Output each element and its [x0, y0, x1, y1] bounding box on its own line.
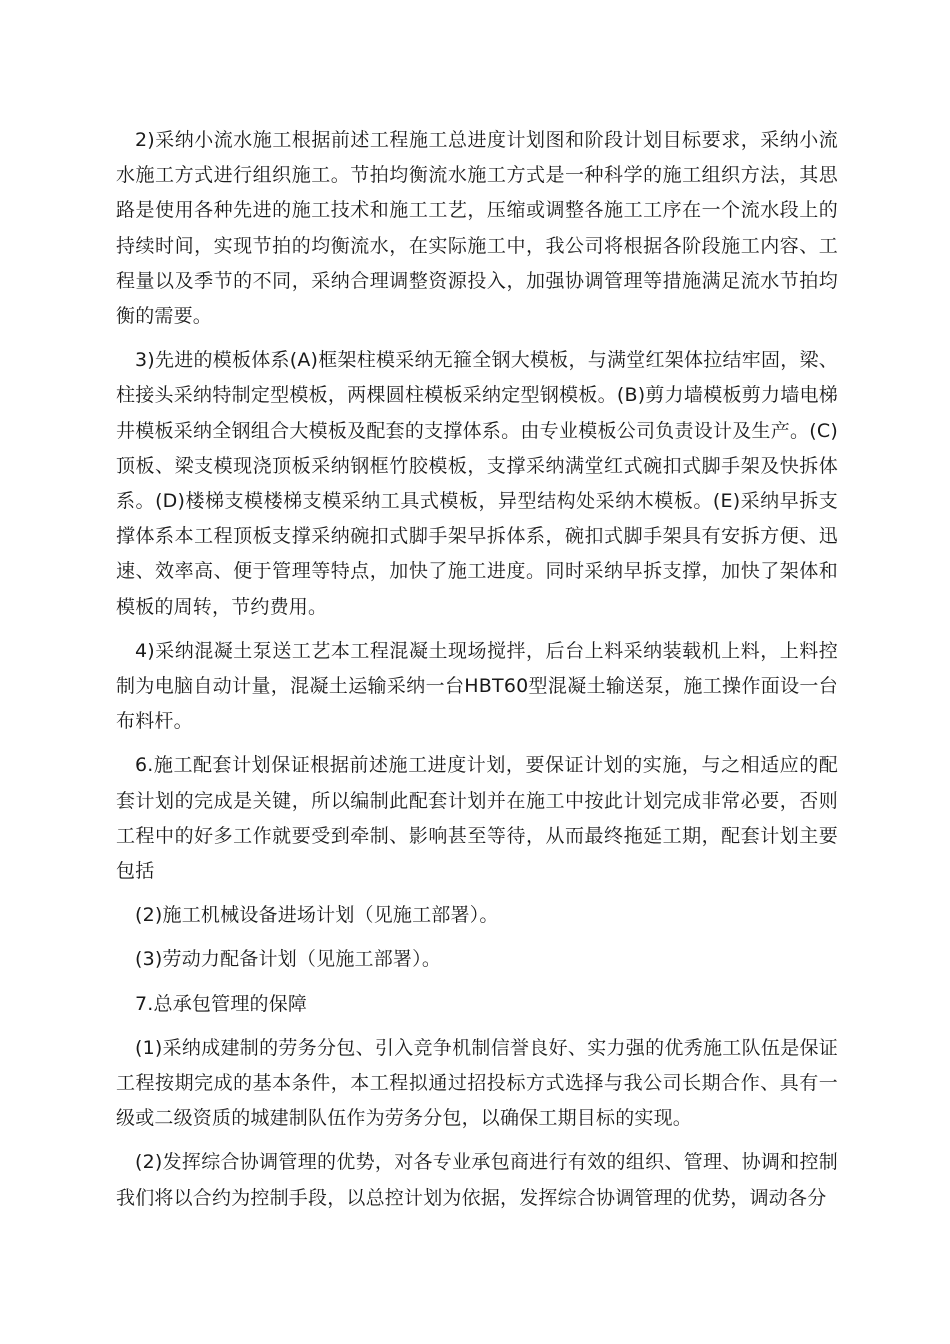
text-line: 撑体系本工程顶板支撑采纳碗扣式脚手架早拆体系，碗扣式脚手架具有安拆方便、迅: [116, 525, 838, 548]
text-line: 工程按期完成的基本条件，本工程拟通过招投标方式选择与我公司长期合作、具有一: [116, 1072, 838, 1095]
text-line: 顶板、梁支模现浇顶板采纳钢框竹胶模板，支撑采纳满堂红式碗扣式脚手架及快拆体: [116, 454, 838, 477]
paragraph: [116, 123, 838, 334]
text-line: (1)采纳成建制的劳务分包、引入竞争机制信誉良好、实力强的优秀施工队伍是保证: [135, 1036, 838, 1059]
text-line: 2)采纳小流水施工根据前述工程施工总进度计划图和阶段计划目标要求，采纳小流: [135, 129, 838, 151]
text-line: 我们将以合约为控制手段，以总控计划为依据，发挥综合协调管理的优势，调动各分: [116, 1186, 827, 1209]
text-line: 水施工方式进行组织施工。节拍均衡流水施工方式是一种科学的施工组织方法，其思: [116, 164, 838, 187]
text-line: 路是使用各种先进的施工技术和施工工艺，压缩或调整各施工工序在一个流水段上的: [116, 199, 838, 222]
text-line: 模板的周转，节约费用。: [116, 595, 328, 618]
text-line: 工程中的好多工作就要受到牵制、影响甚至等待，从而最终拖延工期，配套计划主要: [116, 824, 838, 847]
text-line: 3)先进的模板体系(A)框架柱模采纳无箍全钢大模板，与满堂红架体拉结牢固，梁、: [135, 349, 838, 372]
text-line: 7.总承包管理的保障: [135, 992, 308, 1015]
text-line: 持续时间，实现节拍的均衡流水，在实际施工中，我公司将根据各阶段施工内容、工: [116, 234, 838, 257]
paragraph: [116, 898, 838, 933]
text-line: 程量以及季节的不同，采纳合理调整资源投入，加强协调管理等措施满足流水节拍均: [116, 269, 838, 292]
document-body: [116, 123, 838, 1225]
text-line: 制为电脑自动计量，混凝土运输采纳一台HBT60型混凝土输送泵，施工操作面设一台: [116, 675, 838, 698]
text-line: 6.施工配套计划保证根据前述施工进度计划，要保证计划的实施，与之相适应的配: [135, 754, 838, 777]
text-line: 柱接头采纳特制定型模板，两棵圆柱模板采纳定型钢模板。(B)剪力墙模板剪力墙电梯: [116, 384, 838, 407]
text-line: 布料杆。: [116, 710, 193, 733]
text-line: 级或二级资质的城建制队伍作为劳务分包，以确保工期目标的实现。: [116, 1107, 693, 1130]
paragraph: [116, 634, 838, 740]
paragraph: [116, 987, 838, 1022]
paragraph: [116, 343, 838, 625]
text-line: 衡的需要。: [116, 305, 213, 328]
text-line: 4)采纳混凝土泵送工艺本工程混凝土现场搅拌，后台上料采纳装载机上料，上料控: [135, 639, 838, 662]
text-line: 井模板采纳全钢组合大模板及配套的支撑体系。由专业模板公司负责设计及生产。(C): [116, 419, 838, 442]
paragraph: [116, 942, 838, 977]
text-line: (2)发挥综合协调管理的优势，对各专业承包商进行有效的组织、管理、协调和控制: [135, 1151, 838, 1174]
text-line: (2)施工机械设备进场计划（见施工部署）。: [135, 904, 499, 927]
paragraph: [116, 748, 838, 889]
paragraph: [116, 1145, 838, 1215]
text-line: 速、效率高、便于管理等特点，加快了施工进度。同时采纳早拆支撑，加快了架体和: [116, 560, 838, 583]
text-line: 系。(D)楼梯支模楼梯支模采纳工具式模板，异型结构处采纳木模板。(E)采纳早拆支: [116, 490, 838, 513]
text-line: 包括: [116, 860, 155, 883]
paragraph: [116, 1031, 838, 1137]
text-line: 套计划的完成是关键，所以编制此配套计划并在施工中按此计划完成非常必要，否则: [116, 789, 838, 812]
text-line: (3)劳动力配备计划（见施工部署）。: [135, 948, 442, 971]
